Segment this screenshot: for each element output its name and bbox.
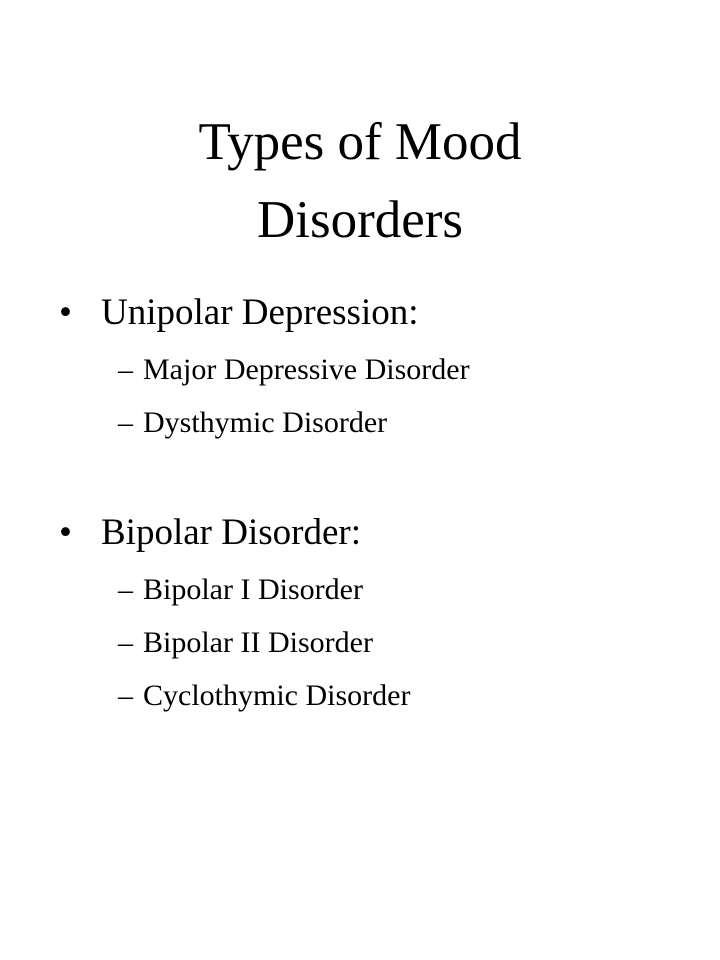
dash-icon: – xyxy=(118,406,133,439)
dash-icon: – xyxy=(118,353,133,386)
sub-item-label: Bipolar II Disorder xyxy=(143,626,373,659)
sub-item-label: Dysthymic Disorder xyxy=(143,406,388,439)
sub-item xyxy=(0,343,720,396)
sub-item xyxy=(0,669,720,722)
section-unipolar-depression xyxy=(0,285,720,449)
dash-icon: – xyxy=(118,626,133,659)
bullet-item xyxy=(0,285,720,341)
bullet-heading: Bipolar Disorder: xyxy=(101,512,361,553)
slide-title-line-2: Disorders xyxy=(256,191,464,249)
sub-item xyxy=(0,396,720,449)
bullet-icon: • xyxy=(59,292,72,333)
slide-title-line-1: Types of Mood xyxy=(198,113,522,171)
sub-item xyxy=(0,616,720,669)
dash-icon: – xyxy=(118,679,133,712)
sub-list xyxy=(0,343,720,449)
sub-list xyxy=(0,563,720,722)
section-bipolar-disorder xyxy=(0,505,720,722)
bullet-item xyxy=(0,505,720,561)
bullet-icon: • xyxy=(59,512,72,553)
sub-item-label: Cyclothymic Disorder xyxy=(143,679,411,712)
sub-item-label: Bipolar I Disorder xyxy=(143,573,363,606)
sub-item-label: Major Depressive Disorder xyxy=(143,353,470,386)
dash-icon: – xyxy=(118,573,133,606)
sub-item xyxy=(0,563,720,616)
bullet-heading: Unipolar Depression: xyxy=(101,292,419,333)
slide-title xyxy=(0,103,720,259)
